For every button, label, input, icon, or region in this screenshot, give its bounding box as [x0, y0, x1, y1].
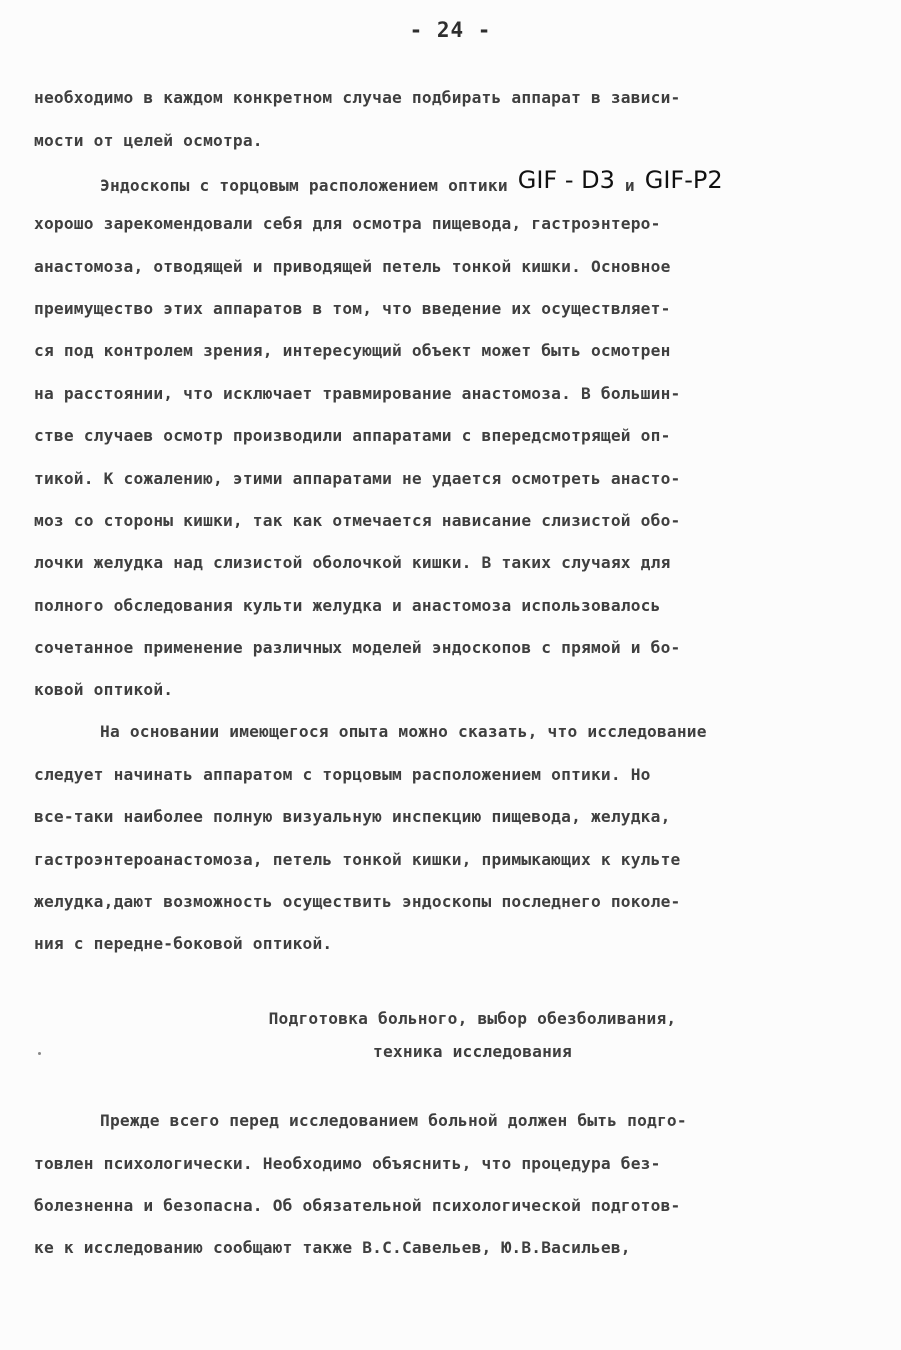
scan-speck	[38, 1052, 41, 1055]
paragraph-3-line: желудка,дают возможность осуществить эндоскопы последнего поколе-	[34, 892, 681, 911]
paragraph-2-line: моз со стороны кишки, так как отмечается нависание слизистой обо-	[34, 511, 681, 530]
paragraph-2-line: сочетанное применение различных моделей эндоскопов с прямой и бо-	[34, 638, 681, 657]
section-heading-line: Подготовка больного, выбор обезболивания,	[268, 1009, 677, 1028]
section-heading-line: техника исследования	[373, 1042, 572, 1061]
connector-word: и	[614, 176, 645, 195]
paragraph-2-line: стве случаев осмотр производили аппаратами с впередсмотрящей оп-	[34, 426, 671, 445]
paragraph-3-line: ния с передне-боковой оптикой.	[34, 934, 333, 953]
paragraph-2-line: преимущество этих аппаратов в том, что введение их осуществляет-	[34, 299, 671, 318]
paragraph-2-line: полного обследования культи желудка и анастомоза использовалось	[34, 596, 661, 615]
paragraph-3-line: гастроэнтероанастомоза, петель тонкой кишки, примыкающих к культе	[34, 850, 681, 869]
paragraph-4-line: Прежде всего перед исследованием больной должен быть подго-	[100, 1111, 687, 1130]
paragraph-2-line: лочки желудка над слизистой оболочкой кишки. В таких случаях для	[34, 553, 671, 572]
paragraph-2-line-start: Эндоскопы с торцовым расположением оптики	[100, 176, 518, 195]
paragraph-3-line: все-таки наиболее полную визуальную инспекцию пищевода, желудка,	[34, 807, 671, 826]
paragraph-2-line: анастомоза, отводящей и приводящей петель тонкой кишки. Основное	[34, 257, 671, 276]
page-number: - 24 -	[409, 18, 492, 42]
handwritten-model-2: GIF-P2	[644, 166, 723, 194]
paragraph-2-line: хорошо зарекомендовали себя для осмотра пищевода, гастроэнтеро-	[34, 214, 661, 233]
paragraph-1-line: необходимо в каждом конкретном случае подбирать аппарат в зависи-	[34, 88, 681, 107]
paragraph-1-line: мости от целей осмотра.	[34, 131, 263, 150]
paragraph-2-first-line	[100, 166, 723, 198]
paragraph-2-line: ся под контролем зрения, интересующий объект может быть осмотрен	[34, 341, 671, 360]
paragraph-4-line: ке к исследованию сообщают также В.С.Савельев, Ю.В.Васильев,	[34, 1238, 631, 1257]
handwritten-model-1: GIF - D3	[517, 166, 615, 194]
paragraph-2-line: на расстоянии, что исключает травмирование анастомоза. В большин-	[34, 384, 681, 403]
paragraph-3-line: На основании имеющегося опыта можно сказать, что исследование	[100, 722, 707, 741]
paragraph-4-line: товлен психологически. Необходимо объяснить, что процедура без-	[34, 1154, 661, 1173]
paragraph-3-line: следует начинать аппаратом с торцовым расположением оптики. Но	[34, 765, 651, 784]
paragraph-2-line: тикой. К сожалению, этими аппаратами не удается осмотреть анасто-	[34, 469, 681, 488]
paragraph-2-line: ковой оптикой.	[34, 680, 174, 699]
paragraph-4-line: болезненна и безопасна. Об обязательной психологической подготов-	[34, 1196, 681, 1215]
